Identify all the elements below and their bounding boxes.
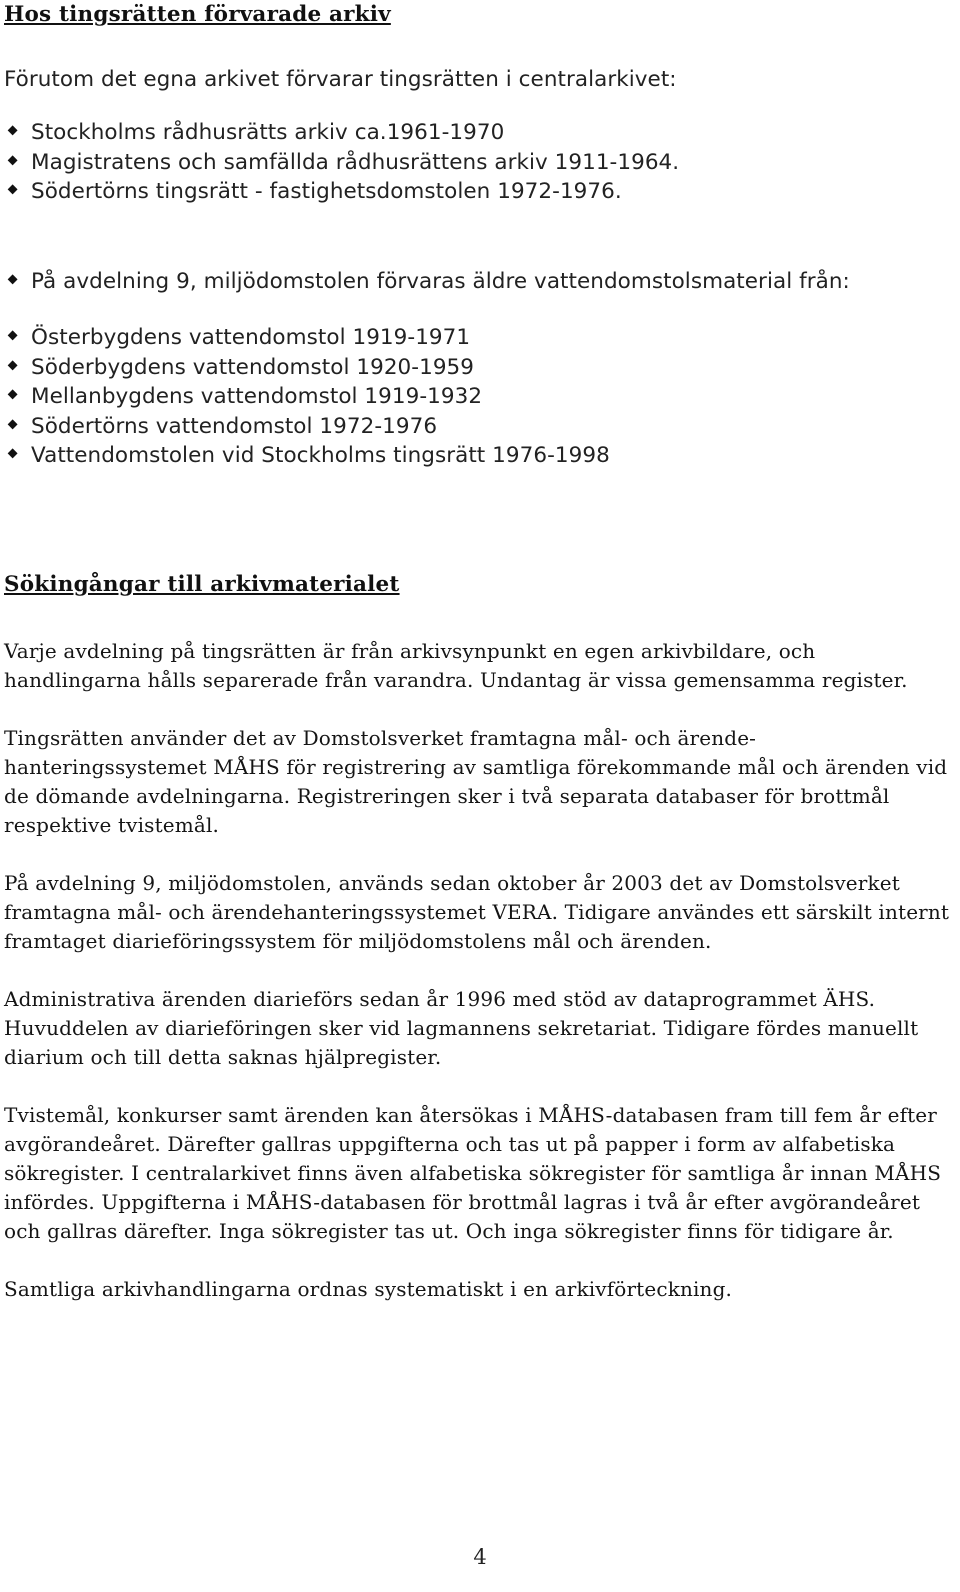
list-item: Österbygdens vattendomstol 1919-1971 (4, 323, 610, 353)
list-item: På avdelning 9, miljödomstolen förvaras äldre vattendomstolsmaterial från: (4, 267, 850, 297)
body-paragraphs (4, 637, 952, 1333)
diamond-bullet-icon (8, 274, 18, 284)
diamond-bullet-icon (8, 448, 18, 458)
section-heading-search-entries: Sökingångar till arkivmaterialet (4, 572, 400, 597)
list-item: Södertörns vattendomstol 1972-1976 (4, 412, 610, 442)
list-item: Magistratens och samfällda rådhusrättens arkiv 1911-1964. (4, 148, 679, 178)
diamond-bullet-icon (8, 155, 18, 165)
paragraph-departments: Varje avdelning på tingsrätten är från arkivsynpunkt en egen arkivbildare, och handlingarna hålls separerade från varandra. Undantag är vissa gemensamma register. (4, 639, 908, 692)
diamond-bullet-icon (8, 360, 18, 370)
paragraph-vera-system: På avdelning 9, miljödomstolen, används sedan oktober år 2003 det av Domstolsverket framtagna mål- och ärendehanteringssystemet VERA. Tidigare användes ett särskilt internt framtaget diarieföringssystem för miljödomstolens mål och ärenden. (4, 871, 950, 953)
paragraph-administrative: Administrativa ärenden diarieförs sedan år 1996 med stöd av dataprogrammet ÄHS. Huvuddelen av diarieföringen sker vid lagmannens sekretariat. Tidigare fördes manuellt diarium och till detta saknas hjälpregister. (4, 987, 919, 1069)
list-item: Mellanbygdens vattendomstol 1919-1932 (4, 382, 610, 412)
diamond-bullet-icon (8, 184, 18, 194)
list-item: Stockholms rådhusrätts arkiv ca.1961-1970 (4, 118, 679, 148)
paragraph-mahs-system: Tingsrätten använder det av Domstolsverket framtagna mål- och ärende-hanteringssystemet MÅHS för registrering av samtliga förekommande mål och ärenden vid de dömande avdelningarna. Registreringen sker i två separata databaser för brottmål respektive tvistemål. (4, 726, 948, 837)
section-heading-archives: Hos tingsrätten förvarade arkiv (4, 2, 391, 27)
water-court-intro (4, 267, 850, 297)
list-item: Söderbygdens vattendomstol 1920-1959 (4, 353, 610, 383)
list-item: Södertörns tingsrätt - fastighetsdomstolen 1972-1976. (4, 177, 679, 207)
diamond-bullet-icon (8, 125, 18, 135)
diamond-bullet-icon (8, 330, 18, 340)
paragraph-archive-catalog: Samtliga arkivhandlingarna ordnas systematiskt i en arkivförteckning. (4, 1277, 733, 1301)
list-item: Vattendomstolen vid Stockholms tingsrätt 1976-1998 (4, 441, 610, 471)
diamond-bullet-icon (8, 419, 18, 429)
water-courts-list (4, 323, 610, 471)
diamond-bullet-icon (8, 389, 18, 399)
archives-intro: Förutom det egna arkivet förvarar tingsrätten i centralarkivet: (4, 67, 677, 92)
archives-list (4, 118, 679, 207)
paragraph-retention: Tvistemål, konkurser samt ärenden kan återsökas i MÅHS-databasen fram till fem år efter avgörandeåret. Därefter gallras uppgifterna och tas ut på papper i form av alfabetiska sökregister. I centralarkivet finns även alfabetiska sökregister för samtliga år innan MÅHS infördes. Uppgifterna i MÅHS-databasen för brottmål lagras i två år efter avgörandeåret och gallras därefter. Inga sökregister tas ut. Och inga sökregister finns för tidigare år. (4, 1103, 942, 1243)
page-number: 4 (473, 1545, 487, 1569)
